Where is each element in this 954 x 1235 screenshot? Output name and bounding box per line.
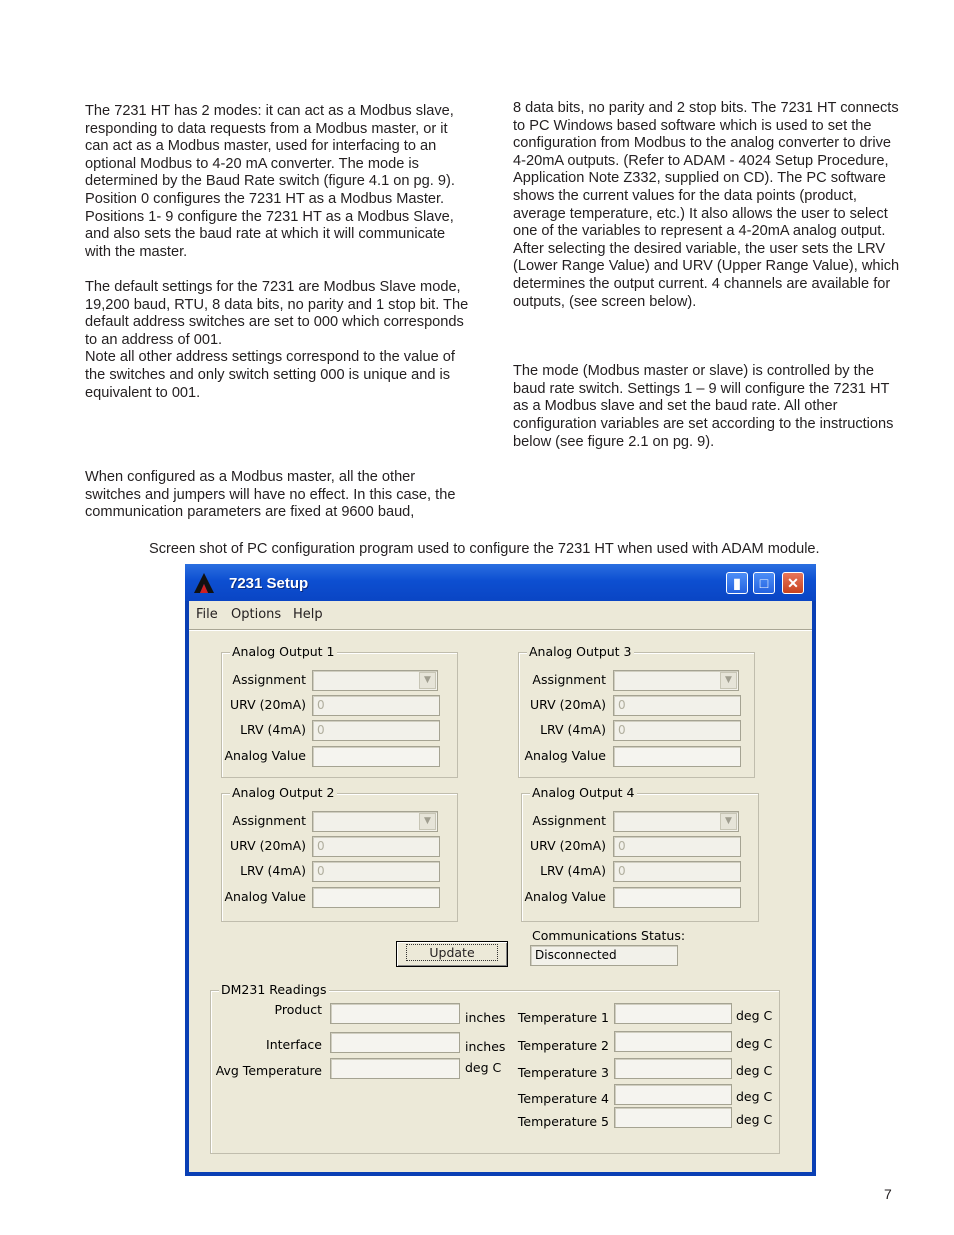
urv-label: URV (20mA) <box>229 697 306 712</box>
analog-value-field[interactable] <box>613 746 741 767</box>
menu-help[interactable]: Help <box>293 607 323 622</box>
assignment-label: Assignment <box>532 813 606 828</box>
analog-output-title: Analog Output 2 <box>232 785 335 800</box>
reading-label: Product <box>274 1002 322 1017</box>
reading-unit: inches <box>465 1010 506 1025</box>
chevron-down-icon[interactable]: ▼ <box>720 813 737 830</box>
assignment-dropdown[interactable] <box>613 670 739 691</box>
menu-bar <box>189 601 812 630</box>
lrv-label: LRV (4mA) <box>540 722 606 737</box>
left-column <box>85 103 475 522</box>
temperature-label: Temperature 4 <box>517 1091 609 1106</box>
temperature-unit: deg C <box>736 1036 773 1051</box>
comm-status-label: Communications Status: <box>532 928 686 943</box>
lrv-field[interactable]: 0 <box>613 861 741 882</box>
dm231-readings-title: DM231 Readings <box>221 982 327 997</box>
maximize-icon: □ <box>759 575 769 591</box>
lrv-label: LRV (4mA) <box>240 722 306 737</box>
lrv-field[interactable]: 0 <box>312 720 440 741</box>
assignment-dropdown[interactable] <box>312 811 438 832</box>
temperature-field <box>614 1031 732 1052</box>
window-title: 7231 Setup <box>229 575 309 592</box>
reading-field <box>330 1058 460 1079</box>
paragraph-master: When configured as a Modbus master, all the other switches and jumpers will have no effect. In this case, the communication parameters are fixed at 9600 baud, <box>85 469 456 521</box>
right-column <box>513 100 903 451</box>
menu-options[interactable]: Options <box>231 607 282 622</box>
reading-field <box>330 1003 460 1024</box>
comm-status-field: Disconnected <box>530 945 678 966</box>
page-number: 7 <box>884 1186 892 1202</box>
assignment-label: Assignment <box>232 813 306 828</box>
analog-output-title: Analog Output 1 <box>232 644 335 659</box>
temperature-unit: deg C <box>736 1008 773 1023</box>
temperature-label: Temperature 5 <box>517 1114 609 1129</box>
paragraph-mode-control: The mode (Modbus master or slave) is controlled by the baud rate switch. Settings 1 – 9 will configure the 7231 HT as a Modbus slave and set the baud rate. All other configuration variables are set according to the instructions below (see figure 2.1 on pg. 9). <box>513 363 894 450</box>
paragraph-modes: The 7231 HT has 2 modes: it can act as a Modbus slave, responding to data requests from a Modbus master, or it can act as a Modbus master, used for interfacing to an optional Modbus to 4-20 mA converter. The mode is determined by the Baud Rate switch (figure 4.1 on pg. 9). Position 0 configures the 7231 HT as a Modbus Master. Positions 1- 9 configure the 7231 HT as a Modbus Slave, and also sets the baud rate at which it will communicate with the master. <box>85 103 455 260</box>
temperature-field <box>614 1107 732 1128</box>
temperature-unit: deg C <box>736 1112 773 1127</box>
minimize-button[interactable] <box>726 572 748 594</box>
update-button[interactable] <box>396 941 508 967</box>
assignment-dropdown[interactable] <box>312 670 438 691</box>
minimize-icon: ▮ <box>733 575 741 591</box>
assignment-label: Assignment <box>532 672 606 687</box>
urv-field[interactable]: 0 <box>312 836 440 857</box>
paragraph-pc-software: 8 data bits, no parity and 2 stop bits. The 7231 HT connects to PC Windows based software which is used to set the configuration from Modbus to the analog converter to drive 4-20mA outputs. (Refer to ADAM - 4024 Setup Procedure, Application Note Z332, supplied on CD). The PC software shows the current values for the data points (product, average temperature, etc.) It also allows the user to select one of the variables to represent a 4-20mA analog output. After selecting the desired variable, the user sets the LRV (Lower Range Value) and URV (Upper Range Value), which determines the output current. 4 channels are available for outputs, (see screen below). <box>513 100 900 310</box>
lrv-label: LRV (4mA) <box>540 863 606 878</box>
title-bar[interactable] <box>185 564 816 601</box>
assignment-dropdown[interactable] <box>613 811 739 832</box>
urv-label: URV (20mA) <box>529 838 606 853</box>
analog-value-label: Analog Value <box>524 889 606 904</box>
analog-value-field[interactable] <box>613 887 741 908</box>
chevron-down-icon[interactable]: ▼ <box>419 813 436 830</box>
reading-field <box>330 1032 460 1053</box>
temperature-unit: deg C <box>736 1089 773 1104</box>
urv-field[interactable]: 0 <box>613 836 741 857</box>
analog-value-field[interactable] <box>312 887 440 908</box>
temperature-label: Temperature 2 <box>517 1038 609 1053</box>
lrv-field[interactable]: 0 <box>312 861 440 882</box>
analog-value-label: Analog Value <box>524 748 606 763</box>
analog-value-label: Analog Value <box>224 889 306 904</box>
close-icon: ✕ <box>787 575 799 591</box>
lrv-label: LRV (4mA) <box>240 863 306 878</box>
urv-label: URV (20mA) <box>529 697 606 712</box>
maximize-button[interactable] <box>753 572 775 594</box>
temperature-field <box>614 1058 732 1079</box>
temperature-label: Temperature 1 <box>517 1010 609 1025</box>
temperature-field <box>614 1003 732 1024</box>
paragraph-address-note: Note all other address settings correspond to the value of the switches and only switch setting 000 is unique and is equivalent to 001. <box>85 349 455 401</box>
urv-field[interactable]: 0 <box>312 695 440 716</box>
temperature-label: Temperature 3 <box>517 1065 609 1080</box>
assignment-label: Assignment <box>232 672 306 687</box>
update-button-label: Update <box>406 944 497 961</box>
urv-label: URV (20mA) <box>229 838 306 853</box>
reading-label: Interface <box>266 1037 322 1052</box>
temperature-unit: deg C <box>736 1063 773 1078</box>
temperature-field <box>614 1084 732 1105</box>
analog-output-title: Analog Output 4 <box>532 785 635 800</box>
analog-value-label: Analog Value <box>224 748 306 763</box>
app-logo-icon <box>193 572 215 594</box>
figure-caption: Screen shot of PC configuration program used to configure the 7231 HT when used with ADAM module. <box>149 541 820 557</box>
reading-label: Avg Temperature <box>215 1063 322 1078</box>
analog-output-title: Analog Output 3 <box>529 644 632 659</box>
menu-file[interactable]: File <box>196 607 218 622</box>
reading-unit: deg C <box>465 1060 502 1075</box>
analog-value-field[interactable] <box>312 746 440 767</box>
chevron-down-icon[interactable]: ▼ <box>720 672 737 689</box>
paragraph-defaults: The default settings for the 7231 are Modbus Slave mode, 19,200 baud, RTU, 8 data bits, no parity and 1 stop bit. The default address switches are set to 000 which corresponds to an address of 001. <box>85 278 469 348</box>
urv-field[interactable]: 0 <box>613 695 741 716</box>
reading-unit: inches <box>465 1039 506 1054</box>
close-button[interactable] <box>782 572 804 594</box>
lrv-field[interactable]: 0 <box>613 720 741 741</box>
chevron-down-icon[interactable]: ▼ <box>419 672 436 689</box>
